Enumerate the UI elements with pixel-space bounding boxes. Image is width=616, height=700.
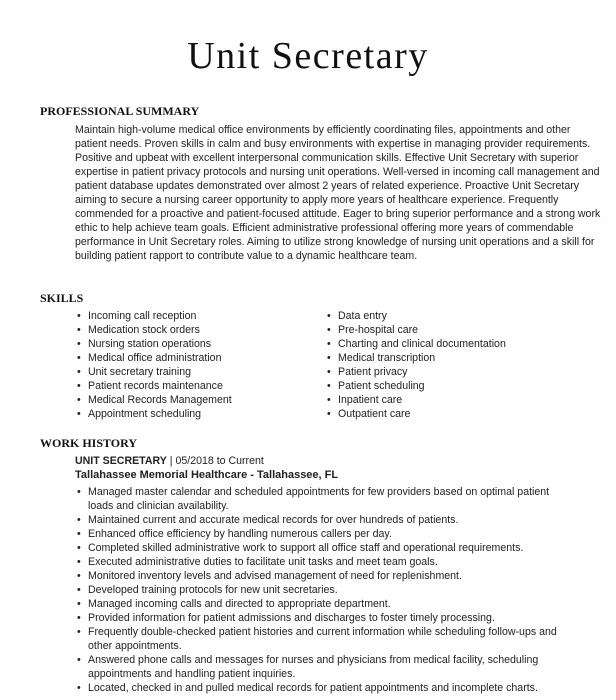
job-bullet-text: Managed master calendar and scheduled appointments for few providers based on optimal patient loads and clinician availability. xyxy=(88,486,550,512)
job-title: UNIT SECRETARY xyxy=(75,455,167,467)
bullet-icon: • xyxy=(77,394,81,406)
skill-item xyxy=(77,407,327,421)
skill-item xyxy=(327,337,577,351)
skill-item xyxy=(77,365,327,379)
skill-item xyxy=(77,351,327,365)
skill-item-text: Unit secretary training xyxy=(88,366,192,378)
bullet-icon: • xyxy=(77,514,81,526)
bullet-icon: • xyxy=(327,408,331,420)
bullet-icon: • xyxy=(77,626,81,638)
bullet-icon: • xyxy=(77,486,81,498)
bullet-icon: • xyxy=(77,598,81,610)
job-bullet-text: Managed incoming calls and directed to appropriate department. xyxy=(88,598,391,610)
bullet-icon: • xyxy=(77,324,81,336)
job-bullet-text: Located, checked in and pulled medical records for patient appointments and incomplete charts. xyxy=(88,682,538,694)
bullet-icon: • xyxy=(327,310,331,322)
skill-item-text: Appointment scheduling xyxy=(88,408,202,420)
skill-item xyxy=(77,379,327,393)
job-bullet xyxy=(77,555,577,569)
skill-item-text: Patient privacy xyxy=(338,366,408,378)
job-company: Tallahassee Memorial Healthcare - Tallahassee, FL xyxy=(75,469,339,481)
skill-item-text: Pre-hospital care xyxy=(338,324,419,336)
bullet-icon: • xyxy=(77,310,81,322)
skill-item-text: Patient records maintenance xyxy=(88,380,223,392)
bullet-icon: • xyxy=(77,352,81,364)
job-bullets xyxy=(77,485,577,695)
skill-item-text: Medical Records Management xyxy=(88,394,232,406)
bullet-icon: • xyxy=(77,408,81,420)
job-bullet xyxy=(77,485,577,513)
job-bullet-text: Executed administrative duties to facilitate unit tasks and meet team goals. xyxy=(88,556,438,568)
skill-item-text: Medication stock orders xyxy=(88,324,200,336)
skill-item xyxy=(77,309,327,323)
job-bullet-text: Answered phone calls and messages for nurses and physicians from medical facility, scheduling appointments and handling patient inquiries. xyxy=(88,654,539,680)
skill-item xyxy=(77,393,327,407)
skill-item xyxy=(327,407,577,421)
job-bullet-text: Monitored inventory levels and advised management of need for replenishment. xyxy=(88,570,462,582)
job-bullet-text: Enhanced office efficiency by handling numerous callers per day. xyxy=(88,528,392,540)
bullet-icon: • xyxy=(327,366,331,378)
bullet-icon: • xyxy=(77,654,81,666)
bullet-icon: • xyxy=(77,338,81,350)
summary-text: Maintain high-volume medical office environments by efficiently coordinating files, appointments and other patient needs. Proven skills in calm and busy environments with expertise in managing provider requirements. Positive and upbeat with excellent interpersonal communication skills. Effective Unit Secretary with superior expertise in patient privacy protocols and nursing unit operations. Well-versed in incoming call management and patient database updates demonstrated over almost 2 years of related experience. Proactive Unit Secretary aiming to secure a nursing career opportunity to apply more years of healthcare experience. Frequently commended for a proactive and patient-focused attitude. Eager to bring superior performance and a strong work ethic to help achieve team goals. Efficient administrative professional offering more years of commendable performance in Unit Secretary roles. Aiming to utilize strong knowledge of nursing unit operations and a skill for building patient rapport to contribute value to a dynamic healthcare team. xyxy=(75,124,601,262)
job-bullet xyxy=(77,625,577,653)
resume-title: Unit Secretary xyxy=(187,35,429,77)
bullet-icon: • xyxy=(77,366,81,378)
job-bullet-text: Maintained current and accurate medical records for over hundreds of patients. xyxy=(88,514,459,526)
bullet-icon: • xyxy=(327,394,331,406)
bullet-icon: • xyxy=(77,584,81,596)
job-bullet-text: Provided information for patient admissions and discharges to foster timely processing. xyxy=(88,612,495,624)
bullet-icon: • xyxy=(77,570,81,582)
skill-item xyxy=(327,309,577,323)
bullet-icon: • xyxy=(77,612,81,624)
skills-list xyxy=(77,309,597,421)
skill-item-text: Nursing station operations xyxy=(88,338,212,350)
job-bullet xyxy=(77,681,577,695)
skill-item-text: Data entry xyxy=(338,310,387,322)
job-entry xyxy=(75,454,338,482)
skill-item-text: Patient scheduling xyxy=(338,380,425,392)
job-bullet xyxy=(77,597,577,611)
summary-heading: PROFESSIONAL SUMMARY xyxy=(40,104,200,118)
work-history-heading: WORK HISTORY xyxy=(40,436,138,450)
skill-item xyxy=(327,365,577,379)
skill-item-text: Medical office administration xyxy=(88,352,222,364)
skill-item xyxy=(77,323,327,337)
job-dates: | 05/2018 to Current xyxy=(166,455,264,467)
skill-item-text: Inpatient care xyxy=(338,394,403,406)
bullet-icon: • xyxy=(77,528,81,540)
bullet-icon: • xyxy=(77,380,81,392)
bullet-icon: • xyxy=(327,352,331,364)
skill-item xyxy=(77,337,327,351)
skill-item xyxy=(327,323,577,337)
job-bullet xyxy=(77,611,577,625)
bullet-icon: • xyxy=(77,556,81,568)
bullet-icon: • xyxy=(327,338,331,350)
bullet-icon: • xyxy=(327,324,331,336)
skill-item xyxy=(327,379,577,393)
job-bullet xyxy=(77,583,577,597)
job-bullet xyxy=(77,653,577,681)
job-bullet xyxy=(77,527,577,541)
job-bullet-text: Completed skilled administrative work to support all office staff and operational requirements. xyxy=(88,542,524,554)
bullet-icon: • xyxy=(77,682,81,694)
skill-item xyxy=(327,393,577,407)
skill-item xyxy=(327,351,577,365)
skills-heading: SKILLS xyxy=(40,291,84,305)
skill-item-text: Medical transcription xyxy=(338,352,436,364)
bullet-icon: • xyxy=(327,380,331,392)
job-bullet-text: Frequently double-checked patient histories and current information while scheduling follow-ups and other appointments. xyxy=(88,626,557,652)
skill-item-text: Incoming call reception xyxy=(88,310,197,322)
job-bullet xyxy=(77,513,577,527)
bullet-icon: • xyxy=(77,542,81,554)
skill-item-text: Charting and clinical documentation xyxy=(338,338,506,350)
skill-item-text: Outpatient care xyxy=(338,408,411,420)
job-bullet xyxy=(77,541,577,555)
job-bullet-text: Developed training protocols for new unit secretaries. xyxy=(88,584,338,596)
job-bullet xyxy=(77,569,577,583)
